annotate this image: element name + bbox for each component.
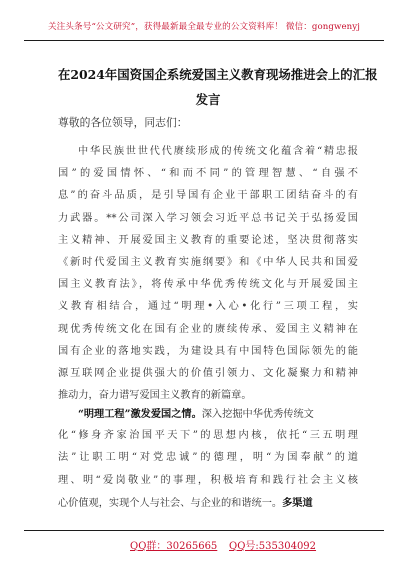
header-divider: [24, 40, 384, 41]
title-line-1: 在2024年国资国企系统爱国主义教育现场推进会上的汇报: [58, 67, 378, 82]
footer-qq-number-text: QQ号:535304092: [229, 541, 317, 552]
paragraph-2-tail-bold: 多渠道: [282, 496, 313, 509]
footer-qq-number: [229, 537, 316, 552]
paragraph-1-line: 中华民族世世代代赓续形成的传统文化蕴含着“精忠报: [78, 146, 358, 157]
paragraph-1-line: 息”的奋斗品质，是引导国有企业干部职工团结奋斗的有: [58, 190, 358, 202]
paragraph-2-line: [58, 492, 358, 514]
paragraph-1-line: 推动力，奋力谱写爱国主义教育的新篇章。: [58, 390, 252, 402]
paragraph-2-last-text: 心价值观，实现个人与社会、与企业的和谐统一。: [58, 497, 283, 509]
paragraph-1: [58, 141, 358, 407]
paragraph-1-line: 现优秀传统文化在国有企业的赓续传承、爱国主义精神在: [58, 323, 358, 335]
paragraph-1-line: 源互联网企业提供强大的价值引领力、文化凝聚力和精神: [58, 367, 358, 379]
paragraph-1-line: 力武器。**公司深入学习领会习近平总书记关于弘扬爱国: [58, 212, 358, 224]
paragraph-1-line: 义教育相结合，通过“明理•入心•化行”三项工程，实: [58, 301, 358, 313]
paragraph-2-lead-rest: 深入挖掘中华优秀传统文: [201, 409, 314, 420]
footer-qq-group: [130, 537, 217, 552]
paragraph-1-line: 《新时代爱国主义教育实施纲要》和《中华人民共和国爱: [58, 256, 358, 268]
footer-divider: [24, 530, 384, 531]
paragraph-1-line: 国有企业的落地实践，为建设具有中国特色国际领先的能: [58, 345, 358, 357]
salutation: 尊敬的各位领导，同志们：: [58, 116, 188, 129]
paragraph-2-line: 法”让职工明“对党忠诚”的德理，明“为国奉献”的道: [58, 452, 358, 464]
paragraph-1-line: 主义精神、开展爱国主义教育的重要论述，坚决贯彻落实: [58, 234, 358, 246]
title-line-2: 发言: [195, 92, 221, 107]
paragraph-1-line: 国”的爱国情怀、“和而不同”的管理智慧、“自强不: [58, 168, 358, 180]
paragraph-2: [58, 403, 358, 514]
document-title: [58, 62, 378, 112]
header-banner: 关注头条号“公文研究”，获得最新最全最专业的公文资料库！ 微信：gongwenyj: [47, 22, 361, 32]
footer-qq-group-text: QQ群：30265665: [130, 541, 218, 552]
paragraph-2-line: 理、明“爱岗敬业”的事理，积极培育和践行社会主义核: [58, 474, 358, 486]
section-heading-bold: “明理工程”激发爱国之情。: [78, 408, 202, 420]
paragraph-2-line: 化“修身齐家治国平天下”的思想内核，依托“三五明理: [58, 430, 358, 442]
paragraph-2-line: [58, 403, 358, 425]
paragraph-1-line: 国主义教育法》，将传承中华优秀传统文化与开展爱国主: [58, 279, 358, 291]
